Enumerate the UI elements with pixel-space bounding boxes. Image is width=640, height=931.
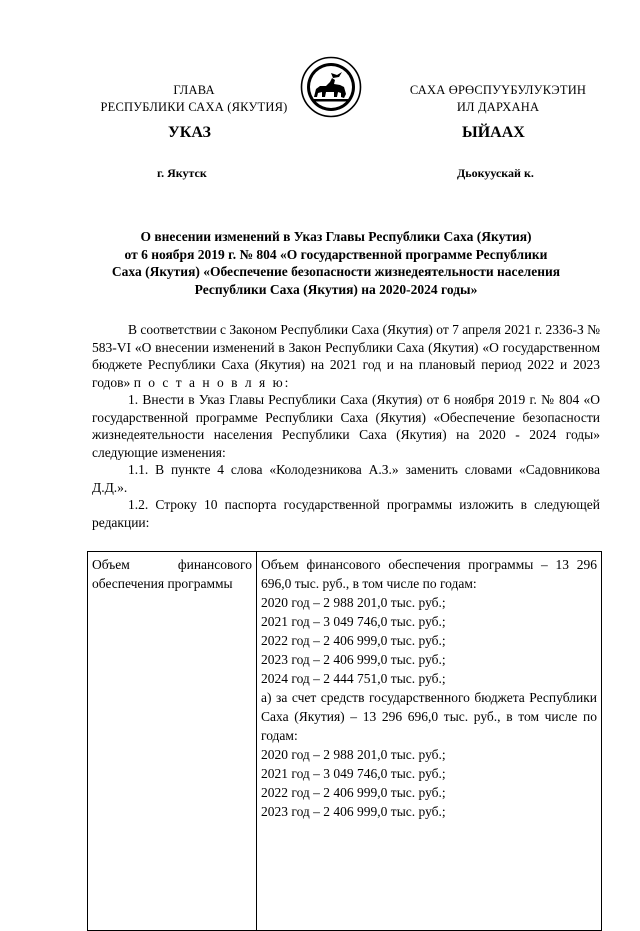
city-russian: г. Якутск xyxy=(157,166,207,180)
value-line: 2020 год – 2 988 201,0 тыс. руб.; xyxy=(261,747,446,762)
value-line: 2020 год – 2 988 201,0 тыс. руб.; xyxy=(261,595,446,610)
value-line: 2021 год – 3 049 746,0 тыс. руб.; xyxy=(261,766,446,781)
decree-word-yakut: ЫЙААХ xyxy=(462,124,525,141)
header-left-line: РЕСПУБЛИКИ САХА (ЯКУТИЯ) xyxy=(100,100,288,114)
paragraph-preamble xyxy=(92,321,600,391)
header-right-line: САХА ӨРӨСПУҮБУЛУКЭТИН xyxy=(409,83,587,97)
value-line: 2022 год – 2 406 999,0 тыс. руб.; xyxy=(261,633,446,648)
paragraph-item-1-2: 1.2. Строку 10 паспорта государственной программы изложить в следующей редакции: xyxy=(92,497,600,530)
value-line: 2023 год – 2 406 999,0 тыс. руб.; xyxy=(261,652,446,667)
value-line: 2024 год – 2 444 751,0 тыс. руб.; xyxy=(261,671,446,686)
header-left xyxy=(78,82,310,116)
coat-of-arms-emblem xyxy=(300,56,362,118)
value-line: Объем финансового обеспечения программы – 13 296 696,0 тыс. руб., в том числе по годам: xyxy=(261,557,597,591)
decree-body xyxy=(92,321,600,531)
title-line: Саха (Якутия) «Обеспечение безопасности жизнедеятельности населения xyxy=(111,264,561,279)
table-row xyxy=(88,552,602,931)
paragraph-item-1-1: 1.1. В пункте 4 слова «Колодезникова А.З.» заменить словами «Садовникова Д.Д.». xyxy=(92,462,600,495)
value-line: 2023 год – 2 406 999,0 тыс. руб.; xyxy=(261,804,446,819)
header-left-line: ГЛАВА xyxy=(173,83,215,97)
header-right-line: ИЛ ДАРХАНА xyxy=(456,100,540,114)
header-right xyxy=(400,82,596,116)
value-line: 2022 год – 2 406 999,0 тыс. руб.; xyxy=(261,785,446,800)
decree-title xyxy=(72,228,600,298)
value-line: а) за счет средств государственного бюджета Республики Саха (Якутия) – 13 296 696,0 тыс. руб., в том числе по годам: xyxy=(261,690,597,743)
table-cell-label: Объем финансового обеспечения программы xyxy=(88,552,257,931)
paragraph-item-1: 1. Внести в Указ Главы Республики Саха (Якутия) от 6 ноября 2019 г. № 804 «О государственной программе Республики Саха (Якутия) «Обеспечение безопасности жизнедеятельности населения Республики Саха (Якутия) на 2020 - 2024 годы» следующие изменения: xyxy=(92,392,600,460)
title-line: О внесении изменений в Указ Главы Республики Саха (Якутия) xyxy=(140,229,532,244)
preamble-text: В соответствии с Законом Республики Саха (Якутия) от 7 апреля 2021 г. 2336-З № 583-VI «О внесении изменений в Закон Республики Саха (Якутия) «О государственном бюджете Республики Саха (Якутия) на 2021 год и на плановый период 2022 и 2023 годов» xyxy=(92,322,600,390)
decree-verb: п о с т а н о в л я ю: xyxy=(133,374,291,390)
title-line: Республики Саха (Якутия) на 2020-2024 годы» xyxy=(194,281,478,297)
passport-table xyxy=(87,551,602,931)
value-line: 2021 год – 3 049 746,0 тыс. руб.; xyxy=(261,614,446,629)
title-line: от 6 ноября 2019 г. № 804 «О государственной программе Республики xyxy=(124,246,548,262)
city-yakut: Дьокуускай к. xyxy=(457,166,534,180)
table-cell-value xyxy=(257,552,602,931)
decree-word-russian: УКАЗ xyxy=(168,124,211,141)
